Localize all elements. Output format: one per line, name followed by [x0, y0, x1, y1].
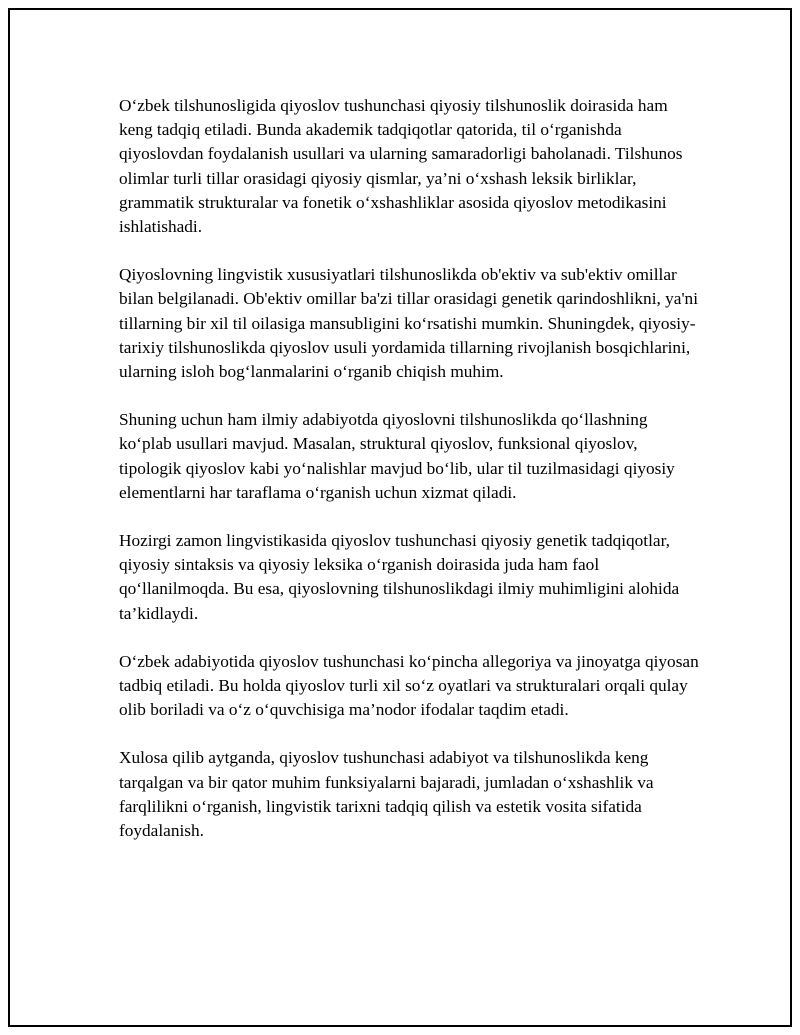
- page-border: [8, 8, 792, 1027]
- paragraph-3: Shuning uchun ham ilmiy adabiyotda qiyoslovni tilshunoslikda qo‘llashning ko‘plab usullari mavjud. Masalan, struktural qiyoslov, funksional qiyoslov, tipologik qiyoslov kabi yo‘nalishlar mavjud bo‘lib, ular til tuzilmasidagi qiyosiy elementlarni har taraflama o‘rganish uchun xizmat qiladi.: [119, 410, 675, 502]
- paragraph-5: O‘zbek adabiyotida qiyoslov tushunchasi ko‘pincha allegoriya va jinoyatga qiyosan tadbiq etiladi. Bu holda qiyoslov turli xil so‘z oyatlari va strukturalari orqali qulay olib boriladi va o‘z o‘quvchisiga ma’nodor ifodalar taqdim etadi.: [119, 651, 699, 720]
- document-body: [119, 94, 704, 867]
- paragraph-6: Xulosa qilib aytganda, qiyoslov tushunchasi adabiyot va tilshunoslikda keng tarqalgan va bir qator muhim funksiyalarni bajaradi, jumladan o‘xshashlik va farqlilikni o‘rganish, lingvistik tarixni tadqiq qilish va estetik vosita sifatida foydalanish.: [119, 748, 654, 841]
- paragraph-1: O‘zbek tilshunosligida qiyoslov tushunchasi qiyosiy tilshunoslik doirasida ham keng tadqiq etiladi. Bunda akademik tadqiqotlar qatorida, til o‘rganishda qiyoslovdan foydalanish usullari va ularning samaradorligi baholanadi. Tilshunos olimlar turli tillar orasidagi qiyosiy qismlar, ya’ni o‘xshash leksik birliklar, grammatik strukturalar va fonetik o‘xshashliklar asosida qiyoslov metodikasini ishlatishadi.: [119, 96, 683, 237]
- paragraph-4: Hozirgi zamon lingvistikasida qiyoslov tushunchasi qiyosiy genetik tadqiqotlar, qiyosiy sintaksis va qiyosiy leksika o‘rganish doirasida juda ham faol qo‘llanilmoqda. Bu esa, qiyoslovning tilshunoslikdagi ilmiy muhimligini alohida ta’kidlaydi.: [119, 531, 680, 623]
- paragraph-2: Qiyoslovning lingvistik xususiyatlari tilshunoslikda ob'ektiv va sub'ektiv omillar bilan belgilanadi. Ob'ektiv omillar ba'zi tillar orasidagi genetik qarindoshlikni, ya'ni tillarning bir xil til oilasiga mansubligini ko‘rsatishi mumkin. Shuningdek, qiyosiy-tarixiy tilshunoslikda qiyoslov usuli yordamida tillarning rivojlanish bosqichlarini, ularning isloh bog‘lanmalarini o‘rganib chiqish muhim.: [119, 265, 698, 382]
